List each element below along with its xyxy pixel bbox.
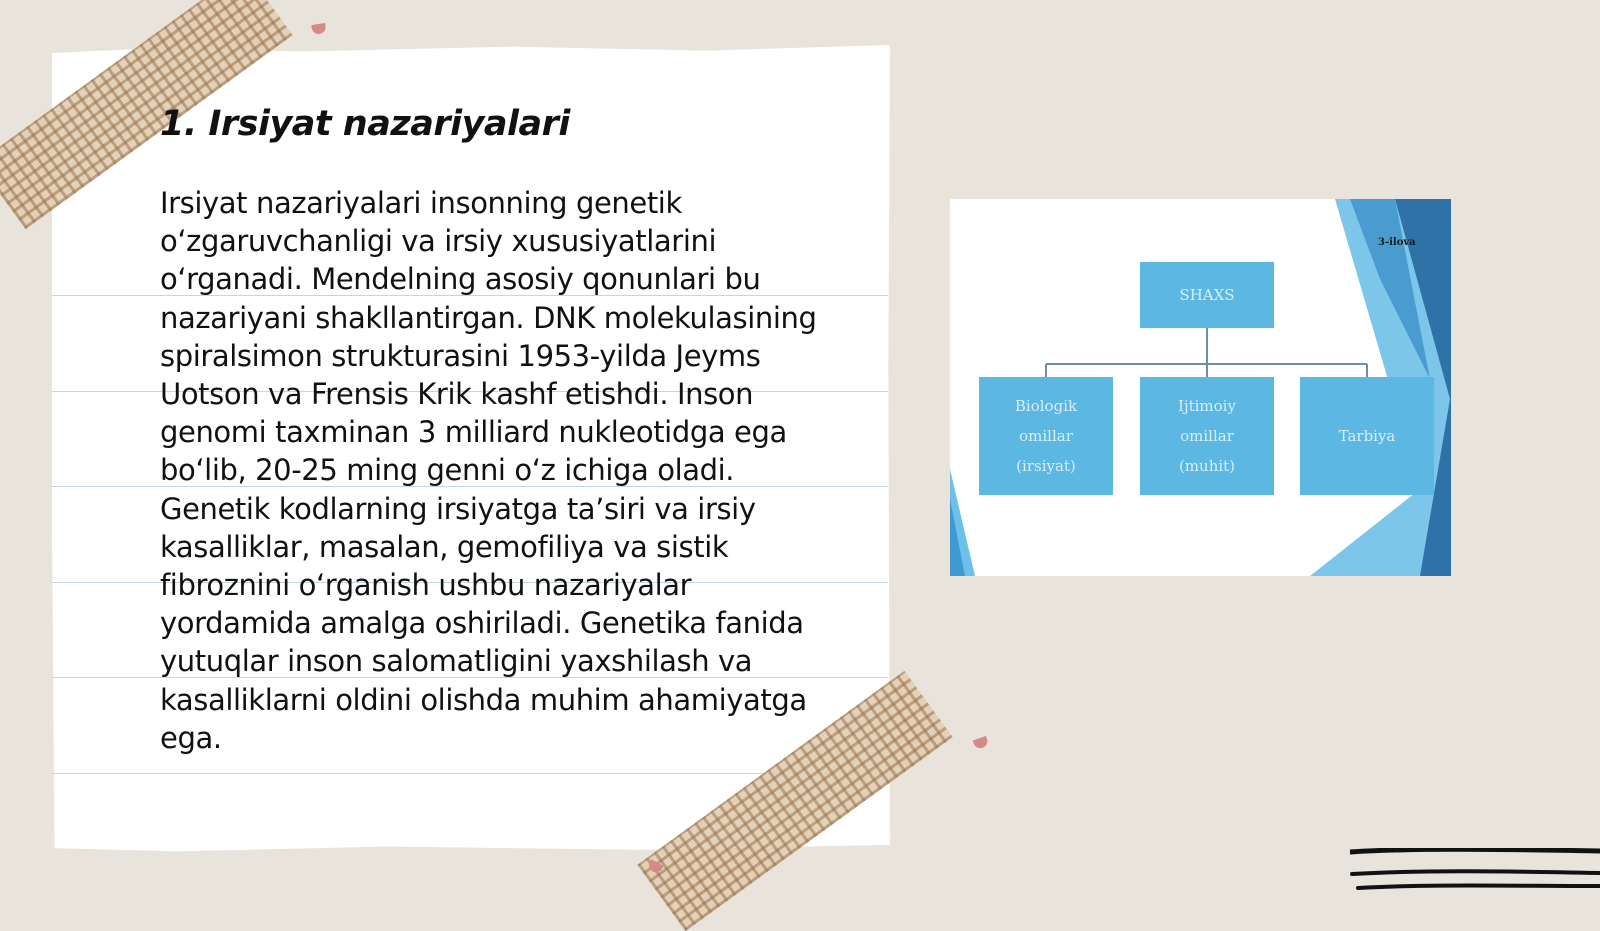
diagram-root-box: SHAXS (1140, 262, 1274, 328)
body-paragraph: Irsiyat nazariyalari insonning genetik oʻzgaruvchanligi va irsiy xususiyatlarini oʻrganadi. Mendelning asosiy qonunlari bu nazariyani shakllantirgan. DNK molekulasining spiralsimon strukturasini 1953-yilda Jeyms Uotson va Frensis Krik kashf etishdi. Inson genomi taxminan 3 milliard nukleotidga ega boʻlib, 20-25 ming genni oʻz ichiga oladi. Genetik kodlarning irsiyatga taʼsiri va irsiy kasalliklar, masalan, gemofiliya va sistik fibroznini oʻrganish ushbu nazariyalar yordamida amalga oshiriladi. Genetika fanida yutuqlar inson salomatligini yaxshilash va kasalliklarni oldini olishda muhim ahamiyatga ega. (160, 186, 817, 755)
diagram-child-box-tarbiya: Tarbiya (1300, 377, 1434, 495)
decorative-brush-stripes (1350, 848, 1600, 900)
slide-title: 1. Irsiyat nazariyalari (160, 104, 570, 144)
diagram-child-box-ijtimoiy: Ijtimoiy omillar (muhit) (1140, 377, 1274, 495)
appendix-label: 3-ilova (1378, 237, 1416, 248)
pin-top (311, 23, 327, 35)
embedded-diagram-image (950, 199, 1451, 576)
diagram-child-box-biologik: Biologik omillar (irsiyat) (979, 377, 1113, 495)
pin-bottom-right (973, 736, 990, 750)
